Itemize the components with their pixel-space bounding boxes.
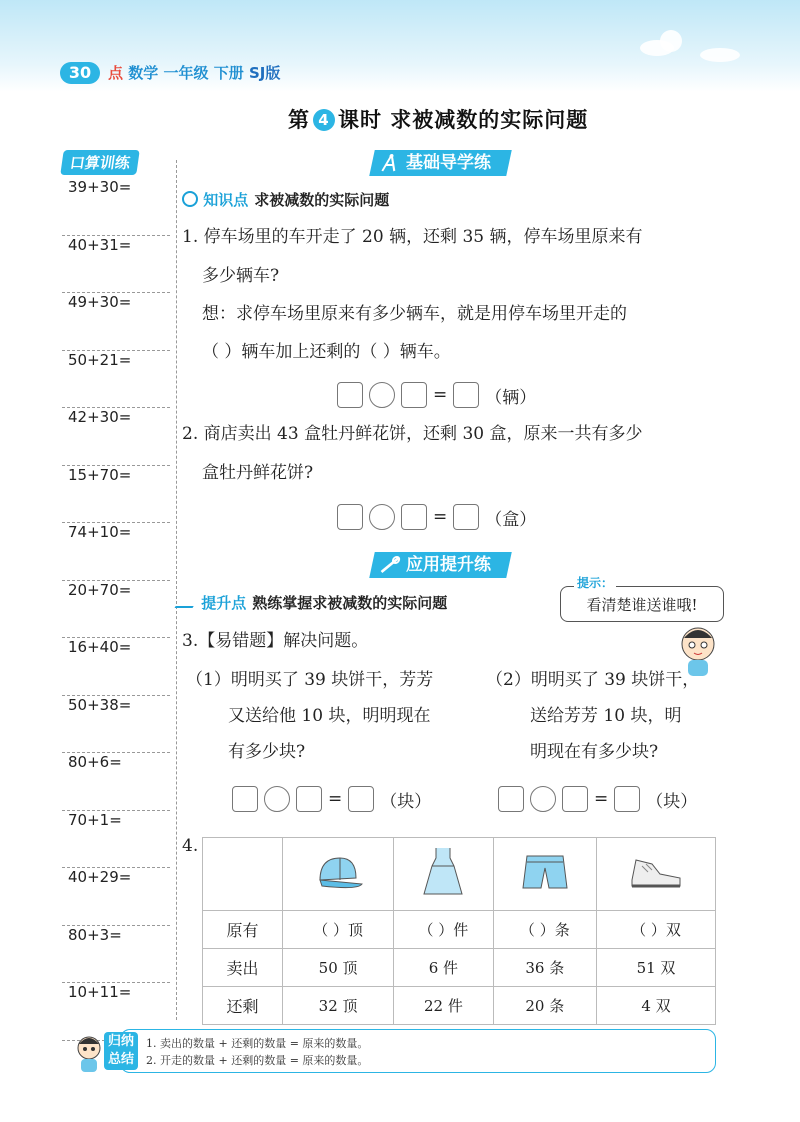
table-cell[interactable]: （ ）条 [493, 911, 596, 949]
lesson-prefix: 第 [288, 108, 310, 132]
question-3b-line3: 明现在有多少块? [530, 742, 659, 762]
cloud-decoration [700, 48, 740, 62]
unit-label: （块） [380, 791, 432, 812]
page-header [0, 0, 800, 92]
inventory-table [202, 837, 716, 1025]
question-3b-line2: 送给芳芳 10 块，明 [530, 706, 682, 726]
table-body [203, 911, 716, 1025]
answer-box[interactable] [498, 786, 524, 812]
table-icon-cell [283, 838, 394, 911]
oral-item: 80+3= [62, 926, 170, 984]
book-series [108, 62, 280, 83]
edition-label: SJ版 [248, 64, 281, 82]
oral-item: 70+1= [62, 811, 170, 869]
lesson-title [288, 104, 588, 134]
equation-q3b [498, 786, 697, 812]
cloud-decoration [660, 30, 682, 52]
answer-box[interactable] [562, 786, 588, 812]
answer-box[interactable] [453, 382, 479, 408]
oral-item: 39+30= [62, 178, 170, 236]
operator-circle[interactable] [530, 786, 556, 812]
section-banner-basic [369, 150, 512, 176]
table-icon-cell [493, 838, 596, 911]
equation-q2 [337, 504, 536, 530]
summary-line-1: 1. 卖出的数量 + 还剩的数量 = 原来的数量。 [146, 1037, 369, 1050]
hint-label: 提示： [574, 574, 616, 591]
question-3-title: 3.【易错题】解决问题。 [182, 631, 369, 651]
equals-sign: = [433, 385, 448, 405]
answer-box[interactable] [348, 786, 374, 812]
table-icon-cell [394, 838, 493, 911]
oral-training-header [62, 150, 138, 178]
table-row-header: 原有 [203, 911, 283, 949]
answer-box[interactable] [296, 786, 322, 812]
equals-sign: = [433, 507, 448, 527]
improvement-point-text: 熟练掌握求被减数的实际问题 [252, 594, 448, 612]
table-cell: 32 顶 [283, 987, 394, 1025]
question-2-line1: 2. 商店卖出 43 盒牡丹鲜花饼，还剩 30 盒，原来一共有多少 [182, 424, 643, 444]
table-cell: 20 条 [493, 987, 596, 1025]
oral-item: 49+30= [62, 293, 170, 351]
question-2-line2: 盒牡丹鲜花饼? [202, 463, 314, 483]
table-cell: 50 顶 [283, 949, 394, 987]
question-3a-line3: 有多少块? [228, 742, 306, 762]
table-row-header: 卖出 [203, 949, 283, 987]
equation-q3a [232, 786, 431, 812]
unit-label: （盒） [485, 509, 537, 530]
table-cell[interactable]: （ ）顶 [283, 911, 394, 949]
table-cell: 6 件 [394, 949, 493, 987]
section-banner-advanced [369, 552, 512, 578]
section-banner-basic-text: 基础导学练 [406, 153, 491, 173]
page-number: 30 [60, 62, 100, 84]
target-icon [182, 191, 198, 207]
unit-label: （辆） [485, 387, 537, 408]
tools-icon [378, 555, 402, 575]
answer-box[interactable] [401, 382, 427, 408]
oral-item: 50+21= [62, 351, 170, 409]
answer-box[interactable] [401, 504, 427, 530]
answer-box[interactable] [337, 382, 363, 408]
subject-label: 数学 一年级 下册 [128, 64, 244, 82]
question-1-line1: 1. 停车场里的车开走了 20 辆，还剩 35 辆，停车场里原来有 [182, 227, 643, 247]
oral-item: 40+31= [62, 236, 170, 294]
oral-training-list [62, 178, 170, 1041]
unit-label: （块） [646, 791, 698, 812]
table-row-header: 还剩 [203, 987, 283, 1025]
hint-bubble: 看清楚谁送谁哦! [560, 586, 724, 622]
cap-icon [310, 850, 366, 894]
question-4-number: 4. [182, 836, 199, 856]
table-row [203, 949, 716, 987]
sneakers-icon [626, 850, 686, 894]
section-banner-advanced-text: 应用提升练 [406, 555, 491, 575]
table-corner-cell [203, 838, 283, 911]
table-cell[interactable]: （ ）件 [394, 911, 493, 949]
column-divider [176, 160, 177, 1020]
knowledge-point [182, 189, 389, 210]
table-cell: 51 双 [597, 949, 716, 987]
table-row [203, 987, 716, 1025]
knowledge-point-label: 知识点 [203, 191, 249, 209]
operator-circle[interactable] [264, 786, 290, 812]
oral-item: 10+11= [62, 983, 170, 1041]
answer-box[interactable] [337, 504, 363, 530]
question-3a-line1: （1）明明买了 39 块饼干，芳芳 [186, 670, 434, 690]
oral-item: 15+70= [62, 466, 170, 524]
equals-sign: = [328, 789, 343, 809]
brand-mark: 点 [108, 64, 124, 82]
table-cell: 22 件 [394, 987, 493, 1025]
summary-label: 归纳总结 [104, 1032, 138, 1070]
equals-sign: = [594, 789, 609, 809]
question-3a-line2: 又送给他 10 块，明明现在 [228, 706, 431, 726]
lesson-title-text: 课时 求被减数的实际问题 [338, 108, 589, 132]
equation-q1 [337, 382, 536, 408]
table-row [203, 838, 716, 911]
answer-box[interactable] [614, 786, 640, 812]
oral-item: 20+70= [62, 581, 170, 639]
question-3b-line1: （2）明明买了 39 块饼干， [486, 670, 700, 690]
summary-line-2: 2. 开走的数量 + 还剩的数量 = 原来的数量。 [146, 1054, 369, 1067]
question-1-think-line1: 想：求停车场里原来有多少辆车，就是用停车场里开走的 [202, 304, 627, 324]
operator-circle[interactable] [369, 382, 395, 408]
oral-item: 80+6= [62, 753, 170, 811]
oral-item: 16+40= [62, 638, 170, 696]
table-icon-cell [597, 838, 716, 911]
improvement-point [178, 592, 447, 613]
oral-item: 40+29= [62, 868, 170, 926]
answer-box[interactable] [453, 504, 479, 530]
table-cell: 36 条 [493, 949, 596, 987]
knowledge-point-text: 求被减数的实际问题 [254, 191, 390, 209]
shorts-icon [519, 850, 571, 894]
operator-circle[interactable] [369, 504, 395, 530]
table-row [203, 911, 716, 949]
rocket-icon [175, 596, 200, 608]
dress-icon [418, 844, 468, 900]
question-1-line2: 多少辆车? [202, 266, 280, 286]
oral-item: 50+38= [62, 696, 170, 754]
question-1-think-line2: （ ）辆车加上还剩的（ ）辆车。 [202, 342, 451, 362]
table-cell[interactable]: （ ）双 [597, 911, 716, 949]
oral-item: 74+10= [62, 523, 170, 581]
table-cell: 4 双 [597, 987, 716, 1025]
lesson-number-badge: 4 [313, 109, 335, 131]
compass-icon [378, 153, 402, 173]
answer-box[interactable] [232, 786, 258, 812]
oral-training-label: 口算训练 [60, 150, 140, 175]
improvement-point-label: 提升点 [201, 594, 247, 612]
cartoon-boy-small-icon [74, 1034, 104, 1074]
oral-item: 42+30= [62, 408, 170, 466]
